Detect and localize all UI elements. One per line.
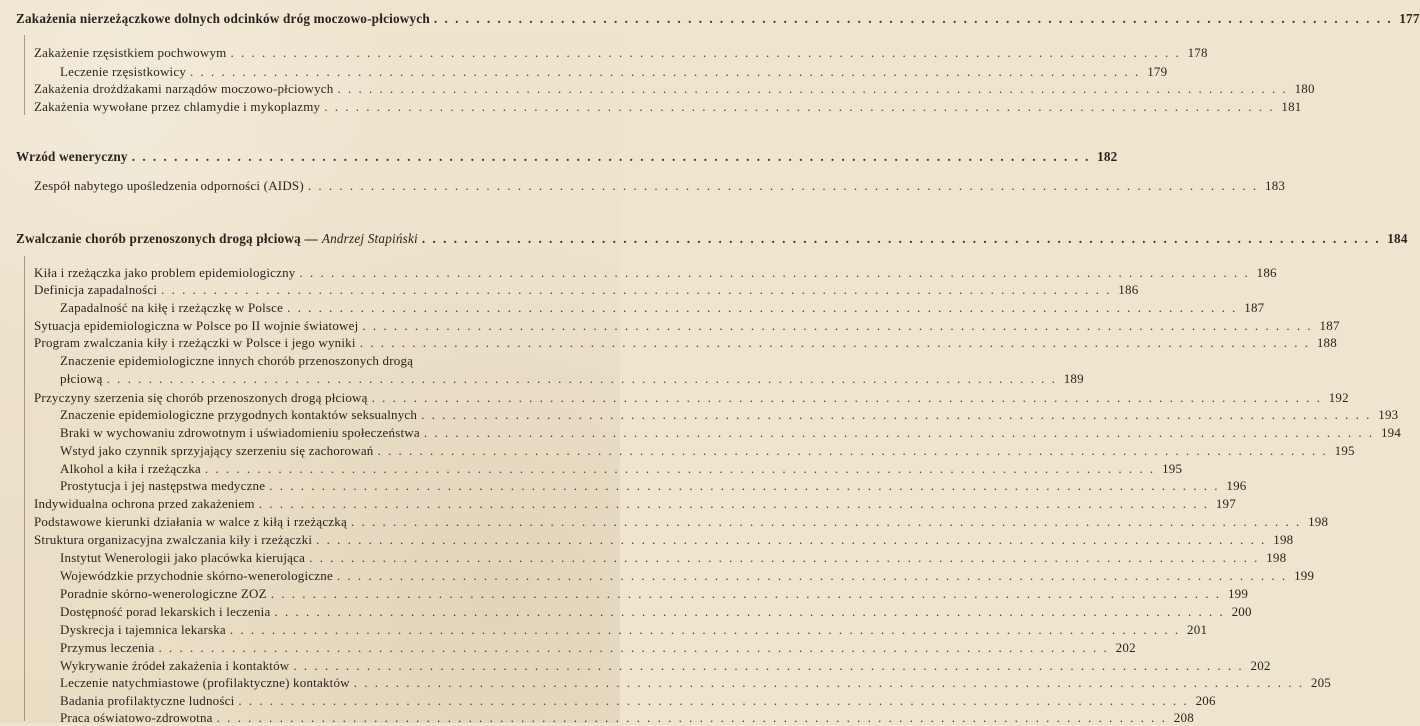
toc-page-number: 205 bbox=[1310, 675, 1331, 690]
toc-page-number: 194 bbox=[1380, 425, 1402, 440]
toc-page-number: 186 bbox=[1256, 265, 1277, 280]
toc-page-number: 206 bbox=[1195, 693, 1216, 708]
toc-entry-title: Struktura organizacyjna zwalczania kiły i rzeżączki bbox=[34, 532, 313, 547]
toc-entry bbox=[60, 603, 1252, 620]
toc-entry-title: Dostępność porad lekarskich i leczenia bbox=[60, 604, 271, 619]
toc-entry bbox=[34, 334, 1337, 351]
toc-leader-dots: . . . . . . . . . . . . . . . . . . . . . . . . . . . . . . . . . . . . . . . . . . . . . . . . . . . . . . . . . . . . . . . . . . . . . . . . . . . . . . . . . . . . . . . . . . . bbox=[190, 64, 1141, 79]
toc-entry bbox=[60, 424, 1402, 441]
toc-entry bbox=[34, 513, 1329, 530]
toc-entry-title: Wstyd jako czynnik sprzyjający szerzeniu się zachorowań bbox=[60, 443, 374, 458]
toc-entry-title: Sytuacja epidemiologiczna w Polsce po II wojnie światowej bbox=[34, 318, 359, 333]
toc-entry-title: Leczenie rzęsistkowicy bbox=[60, 64, 187, 79]
toc-page-number: 195 bbox=[1162, 461, 1183, 476]
toc-entry-title: Zakażenia nierzeżączkowe dolnych odcinków dróg moczowo-płciowych bbox=[16, 11, 430, 26]
toc-entry-title: Wojewódzkie przychodnie skórno-wenerologiczne bbox=[60, 568, 333, 583]
toc-entry-title: Indywidualna ochrona przed zakażeniem bbox=[34, 496, 255, 511]
toc-entry bbox=[60, 442, 1355, 459]
toc-entry-title: Znaczenie epidemiologiczne innych chorób przenoszonych drogą bbox=[60, 353, 414, 368]
toc-leader-dots: . . . . . . . . . . . . . . . . . . . . . . . . . . . . . . . . . . . . . . . . . . . . . . . . . . . . . . . . . . . . . . . . . . . . . . . . . . . . . . . . . . . . . . . . . . . bbox=[229, 622, 1181, 637]
toc-entry-title: Zwalczanie chorób przenoszonych drogą płciową — bbox=[16, 231, 318, 246]
toc-entry bbox=[16, 148, 1118, 165]
toc-entry-title: Zespół nabytego upośledzenia odporności (AIDS) bbox=[34, 178, 304, 193]
toc-page-number: 202 bbox=[1115, 640, 1136, 655]
toc-leader-dots: . . . . . . . . . . . . . . . . . . . . . . . . . . . . . . . . . . . . . . . . . . . . . . . . . . . . . . . . . . . . . . . . . . . . . . . . . . . . . . . . . . . . . . . . . . . bbox=[216, 710, 1167, 725]
toc-entry-title: Znaczenie epidemiologiczne przygodnych kontaktów seksualnych bbox=[60, 407, 418, 422]
toc-page-number: 186 bbox=[1118, 282, 1139, 297]
section-bracket-line bbox=[24, 256, 25, 721]
toc-page-number: 201 bbox=[1187, 622, 1208, 637]
toc-entry-title: Badania profilaktyczne ludności bbox=[60, 693, 235, 708]
toc-page-number: 187 bbox=[1319, 318, 1340, 333]
toc-entry-title: Instytut Wenerologii jako placówka kierująca bbox=[60, 550, 306, 565]
toc-leader-dots: . . . . . . . . . . . . . . . . . . . . . . . . . . . . . . . . . . . . . . . . . . . . . . . . . . . . . . . . . . . . . . . . . . . . . . . . . . . . . . . . . . . . . . . . . . . bbox=[293, 658, 1244, 673]
toc-entry-title: Wrzód weneryczny bbox=[16, 149, 128, 164]
toc-entry bbox=[60, 674, 1331, 691]
toc-entry bbox=[60, 709, 1194, 726]
toc-entry bbox=[60, 585, 1249, 602]
toc-page-number: 177 bbox=[1399, 11, 1420, 26]
toc-page-number: 180 bbox=[1294, 81, 1315, 96]
toc-entry bbox=[34, 177, 1286, 194]
toc-leader-dots: . . . . . . . . . . . . . . . . . . . . . . . . . . . . . . . . . . . . . . . . . . . . . . . . . . . . . . . . . . . . . . . . . . . . . . . . . . . . . . . . . . . . . . . . . . . bbox=[299, 265, 1250, 280]
toc-page-number: 178 bbox=[1187, 45, 1208, 60]
toc-entry-title: Poradnie skórno-wenerologiczne ZOZ bbox=[60, 586, 267, 601]
toc-page-number: 202 bbox=[1250, 658, 1271, 673]
toc-entry-title: Podstawowe kierunki działania w walce z kiłą i rzeżączką bbox=[34, 514, 347, 529]
toc-page-number: 195 bbox=[1334, 443, 1355, 458]
toc-page-number: 198 bbox=[1266, 550, 1287, 565]
toc-entry bbox=[60, 352, 604, 369]
toc-entry bbox=[60, 63, 1168, 80]
toc-page-number: 196 bbox=[1226, 478, 1247, 493]
toc-entry bbox=[34, 264, 1277, 281]
toc-entry bbox=[34, 317, 1340, 334]
toc-page-number: 192 bbox=[1328, 390, 1349, 405]
toc-leader-dots: . . . . . . . . . . . . . . . . . . . . . . . . . . . . . . . . . . . . . . . . . . . . . . . . . . . . . . . . . . . . . . . . . . . . . . . . . . . . . . . . . . . . . . . . . . . bbox=[274, 604, 1225, 619]
toc-page-number: 183 bbox=[1265, 178, 1286, 193]
toc-leader-dots: . . . . . . . . . . . . . . . . . . . . . . . . . . . . . . . . . . . . . . . . . . . . . . . . . . . . . . . . . . . . . . . . . . . . . . . . . . . . . . . . . . . . . . . . . . . bbox=[158, 640, 1109, 655]
toc-leader-dots: . . . . . . . . . . . . . . . . . . . . . . . . . . . . . . . . . . . . . . . . . . . . . . . . . . . . . . . . . . . . . . . . . . . . . . . . . . . . . . . . . . . . . . . . . . . bbox=[161, 282, 1112, 297]
toc-leader-dots: . . . . . . . . . . . . . . . . . . . . . . . . . . . . . . . . . . . . . . . . . . . . . . . . . . . . . . . . . . . . . . . . . . . . . . . . . . . . . . . . . . . . . . . . . . . bbox=[131, 149, 1091, 164]
toc-entry bbox=[60, 477, 1247, 494]
toc-page-number: 199 bbox=[1227, 586, 1249, 601]
toc-page-number: 182 bbox=[1097, 149, 1118, 164]
toc-page-number: 197 bbox=[1215, 496, 1236, 511]
toc-page-number: 179 bbox=[1147, 64, 1168, 79]
toc-leader-dots: . . . . . . . . . . . . . . . . . . . . . . . . . . . . . . . . . . . . . . . . . . . . . . . . . . . . . . . . . . . . . . . . . . . . . . . . . . . . . . . . . . . . . . . . . . . bbox=[337, 81, 1288, 96]
toc-page-number: 200 bbox=[1231, 604, 1252, 619]
toc-leader-dots: . . . . . . . . . . . . . . . . . . . . . . . . . . . . . . . . . . . . . . . . . . . . . . . . . . . . . . . . . . . . . . . . . . . . . . . . . . . . . . . . . . . . . . . . . . . bbox=[316, 532, 1267, 547]
toc-page-number: 188 bbox=[1316, 335, 1337, 350]
toc-entry-title: Kiła i rzeżączka jako problem epidemiologiczny bbox=[34, 265, 296, 280]
toc-leader-dots: . . . . . . . . . . . . . . . . . . . . . . . . . . . . . . . . . . . . . . . . . . . . . . . . . . . . . . . . . . . . . . . . . . . . . . . . . . . . . . . . . . . . . . . . . . . bbox=[307, 178, 1259, 193]
toc-entry-title: Zakażenia wywołane przez chlamydie i mykoplazmy bbox=[34, 99, 321, 114]
toc-entry bbox=[60, 692, 1216, 709]
toc-page-number: 189 bbox=[1063, 371, 1084, 386]
toc-leader-dots: . . . . . . . . . . . . . . . . . . . . . . . . . . . . . . . . . . . . . . . . . . . . . . . . . . . . . . . . . . . . . . . . . . . . . . . . . . . . . . . . . . . . . . . . . . . bbox=[287, 300, 1238, 315]
toc-entry bbox=[16, 10, 1420, 27]
toc-leader-dots: . . . . . . . . . . . . . . . . . . . . . . . . . . . . . . . . . . . . . . . . . . . . . . . . . . . . . . . . . . . . . . . . . . . . . . . . . . . . . . . . . . . . . . . . . . . bbox=[362, 318, 1313, 333]
toc-entry-title: Braki w wychowaniu zdrowotnym i uświadomieniu społeczeństwa bbox=[60, 425, 420, 440]
toc-page-number: 198 bbox=[1273, 532, 1294, 547]
toc-entry-title: Definicja zapadalności bbox=[34, 282, 158, 297]
toc-entry-title: Alkohol a kiła i rzeżączka bbox=[60, 461, 201, 476]
toc-entry bbox=[34, 44, 1208, 61]
toc-entry bbox=[34, 389, 1349, 406]
toc-entry bbox=[34, 80, 1315, 97]
toc-entry-title: Praca oświatowo-zdrowotna bbox=[60, 710, 213, 725]
toc-entry bbox=[34, 531, 1294, 548]
toc-leader-dots: . . . . . . . . . . . . . . . . . . . . . . . . . . . . . . . . . . . . . . . . . . . . . . . . . . . . . . . . . . . . . . . . . . . . . . . . . . . . . . . . . . . . . . . . . . . bbox=[204, 461, 1156, 476]
toc-leader-dots: . . . . . . . . . . . . . . . . . . . . . . . . . . . . . . . . . . . . . . . . . . . . . . . . . . . . . . . . . . . . . . . . . . . . . . . . . . . . . . . . . . . . . . . . . . . bbox=[433, 11, 1393, 26]
toc-entry-title: Prostytucja i jej następstwa medyczne bbox=[60, 478, 266, 493]
toc-page-number: 193 bbox=[1378, 407, 1399, 422]
toc-entry-title: płciową bbox=[60, 371, 103, 386]
toc-leader-dots: . . . . . . . . . . . . . . . . . . . . . . . . . . . . . . . . . . . . . . . . . . . . . . . . . . . . . . . . . . . . . . . . . . . . . . . . . . . . . . . . . . . . . . . . . . . bbox=[421, 231, 1381, 246]
toc-leader-dots: . . . . . . . . . . . . . . . . . . . . . . . . . . . . . . . . . . . . . . . . . . . . . . . . . . . . . . . . . . . . . . . . . . . . . . . . . . . . . . . . . . . . . . . . . . . bbox=[106, 371, 1057, 386]
toc-entry bbox=[60, 370, 1084, 387]
toc-leader-dots: . . . . . . . . . . . . . . . . . . . . . . . . . . . . . . . . . . . . . . . . . . . . . . . . . . . . . . . . . . . . . . . . . . . . . . . . . . . . . . . . . . . . . . . . . . . bbox=[350, 514, 1302, 529]
toc-leader-dots: . . . . . . . . . . . . . . . . . . . . . . . . . . . . . . . . . . . . . . . . . . . . . . . . . . . . . . . . . . . . . . . . . . . . . . . . . . . . . . . . . . . . . . . . . . . bbox=[269, 478, 1220, 493]
toc-entry bbox=[60, 460, 1183, 477]
toc-leader-dots: . . . . . . . . . . . . . . . . . . . . . . . . . . . . . . . . . . . . . . . . . . . . . . . . . . . . . . . . . . . . . . . . . . . . . . . . . . . . . . . . . . . . . . . . . . . bbox=[238, 693, 1189, 708]
toc-page-number: 187 bbox=[1244, 300, 1265, 315]
toc-entry-title: Leczenie natychmiastowe (profilaktyczne) kontaktów bbox=[60, 675, 350, 690]
toc-entry bbox=[34, 281, 1139, 298]
toc-page-number: 184 bbox=[1387, 231, 1408, 246]
toc-leader-dots: . . . . . . . . . . . . . . . . . . . . . . . . . . . . . . . . . . . . . . . . . . . . . . . . . . . . . . . . . . . . . . . . . . . . . . . . . . . . . . . . . . . . . . . . . . . bbox=[423, 425, 1375, 440]
toc-page-number: 198 bbox=[1308, 514, 1329, 529]
toc-entry-title: Wykrywanie źródeł zakażenia i kontaktów bbox=[60, 658, 290, 673]
toc-leader-dots: . . . . . . . . . . . . . . . . . . . . . . . . . . . . . . . . . . . . . . . . . . . . . . . . . . . . . . . . . . . . . . . . . . . . . . . . . . . . . . . . . . . . . . . . . . . bbox=[353, 675, 1304, 690]
toc-entry bbox=[60, 549, 1287, 566]
toc-entry-title: Przymus leczenia bbox=[60, 640, 155, 655]
toc-entry bbox=[60, 406, 1399, 423]
toc-page-number: 181 bbox=[1281, 99, 1302, 114]
toc-entry bbox=[60, 299, 1265, 316]
toc-entry-title: Program zwalczania kiły i rzeżączki w Polsce i jego wyniki bbox=[34, 335, 356, 350]
toc-page-number: 199 bbox=[1294, 568, 1315, 583]
toc-leader-dots: . . . . . . . . . . . . . . . . . . . . . . . . . . . . . . . . . . . . . . . . . . . . . . . . . . . . . . . . . . . . . . . . . . . . . . . . . . . . . . . . . . . . . . . . . . . bbox=[371, 390, 1322, 405]
toc-leader-dots: . . . . . . . . . . . . . . . . . . . . . . . . . . . . . . . . . . . . . . . . . . . . . . . . . . . . . . . . . . . . . . . . . . . . . . . . . . . . . . . . . . . . . . . . . . . bbox=[421, 407, 1372, 422]
toc-entry bbox=[60, 657, 1271, 674]
toc-leader-dots: . . . . . . . . . . . . . . . . . . . . . . . . . . . . . . . . . . . . . . . . . . . . . . . . . . . . . . . . . . . . . . . . . . . . . . . . . . . . . . . . . . . . . . . . . . . bbox=[377, 443, 1328, 458]
toc-entry bbox=[60, 567, 1315, 584]
toc-leader-dots: . . . . . . . . . . . . . . . . . . . . . . . . . . . . . . . . . . . . . . . . . . . . . . . . . . . . . . . . . . . . . . . . . . . . . . . . . . . . . . . . . . . . . . . . . . . bbox=[230, 45, 1181, 60]
toc-page-number: 208 bbox=[1173, 710, 1194, 725]
toc-entry-title: Przyczyny szerzenia się chorób przenoszonych drogą płciową bbox=[34, 390, 368, 405]
toc-entry bbox=[34, 495, 1236, 512]
toc-leader-dots: . . . . . . . . . . . . . . . . . . . . . . . . . . . . . . . . . . . . . . . . . . . . . . . . . . . . . . . . . . . . . . . . . . . . . . . . . . . . . . . . . . . . . . . . . . . bbox=[324, 99, 1275, 114]
toc-entry bbox=[60, 621, 1208, 638]
toc-leader-dots: . . . . . . . . . . . . . . . . . . . . . . . . . . . . . . . . . . . . . . . . . . . . . . . . . . . . . . . . . . . . . . . . . . . . . . . . . . . . . . . . . . . . . . . . . . . bbox=[258, 496, 1209, 511]
toc-leader-dots: . . . . . . . . . . . . . . . . . . . . . . . . . . . . . . . . . . . . . . . . . . . . . . . . . . . . . . . . . . . . . . . . . . . . . . . . . . . . . . . . . . . . . . . . . . . bbox=[359, 335, 1310, 350]
toc-entry-title: Zakażenia drożdżakami narządów moczowo-płciowych bbox=[34, 81, 334, 96]
section-bracket-line bbox=[24, 35, 25, 115]
toc-leader-dots: . . . . . . . . . . . . . . . . . . . . . . . . . . . . . . . . . . . . . . . . . . . . . . . . . . . . . . . . . . . . . . . . . . . . . . . . . . . . . . . . . . . . . . . . . . . bbox=[309, 550, 1260, 565]
toc-entry bbox=[60, 639, 1136, 656]
toc-entry-title: Zapadalność na kiłę i rzeżączkę w Polsce bbox=[60, 300, 284, 315]
toc-entry-author: Andrzej Stapiński bbox=[321, 231, 418, 246]
toc-entry-title: Dyskrecja i tajemnica lekarska bbox=[60, 622, 226, 637]
toc-leader-dots: . . . . . . . . . . . . . . . . . . . . . . . . . . . . . . . . . . . . . . . . . . . . . . . . . . . . . . . . . . . . . . . . . . . . . . . . . . . . . . . . . . . . . . . . . . . bbox=[270, 586, 1222, 601]
toc-entry bbox=[16, 230, 1408, 247]
toc-entry bbox=[34, 98, 1302, 115]
toc-leader-dots: . . . . . . . . . . . . . . . . . . . . . . . . . . . . . . . . . . . . . . . . . . . . . . . . . . . . . . . . . . . . . . . . . . . . . . . . . . . . . . . . . . . . . . . . . . . bbox=[336, 568, 1288, 583]
toc-entry-title: Zakażenie rzęsistkiem pochwowym bbox=[34, 45, 227, 60]
